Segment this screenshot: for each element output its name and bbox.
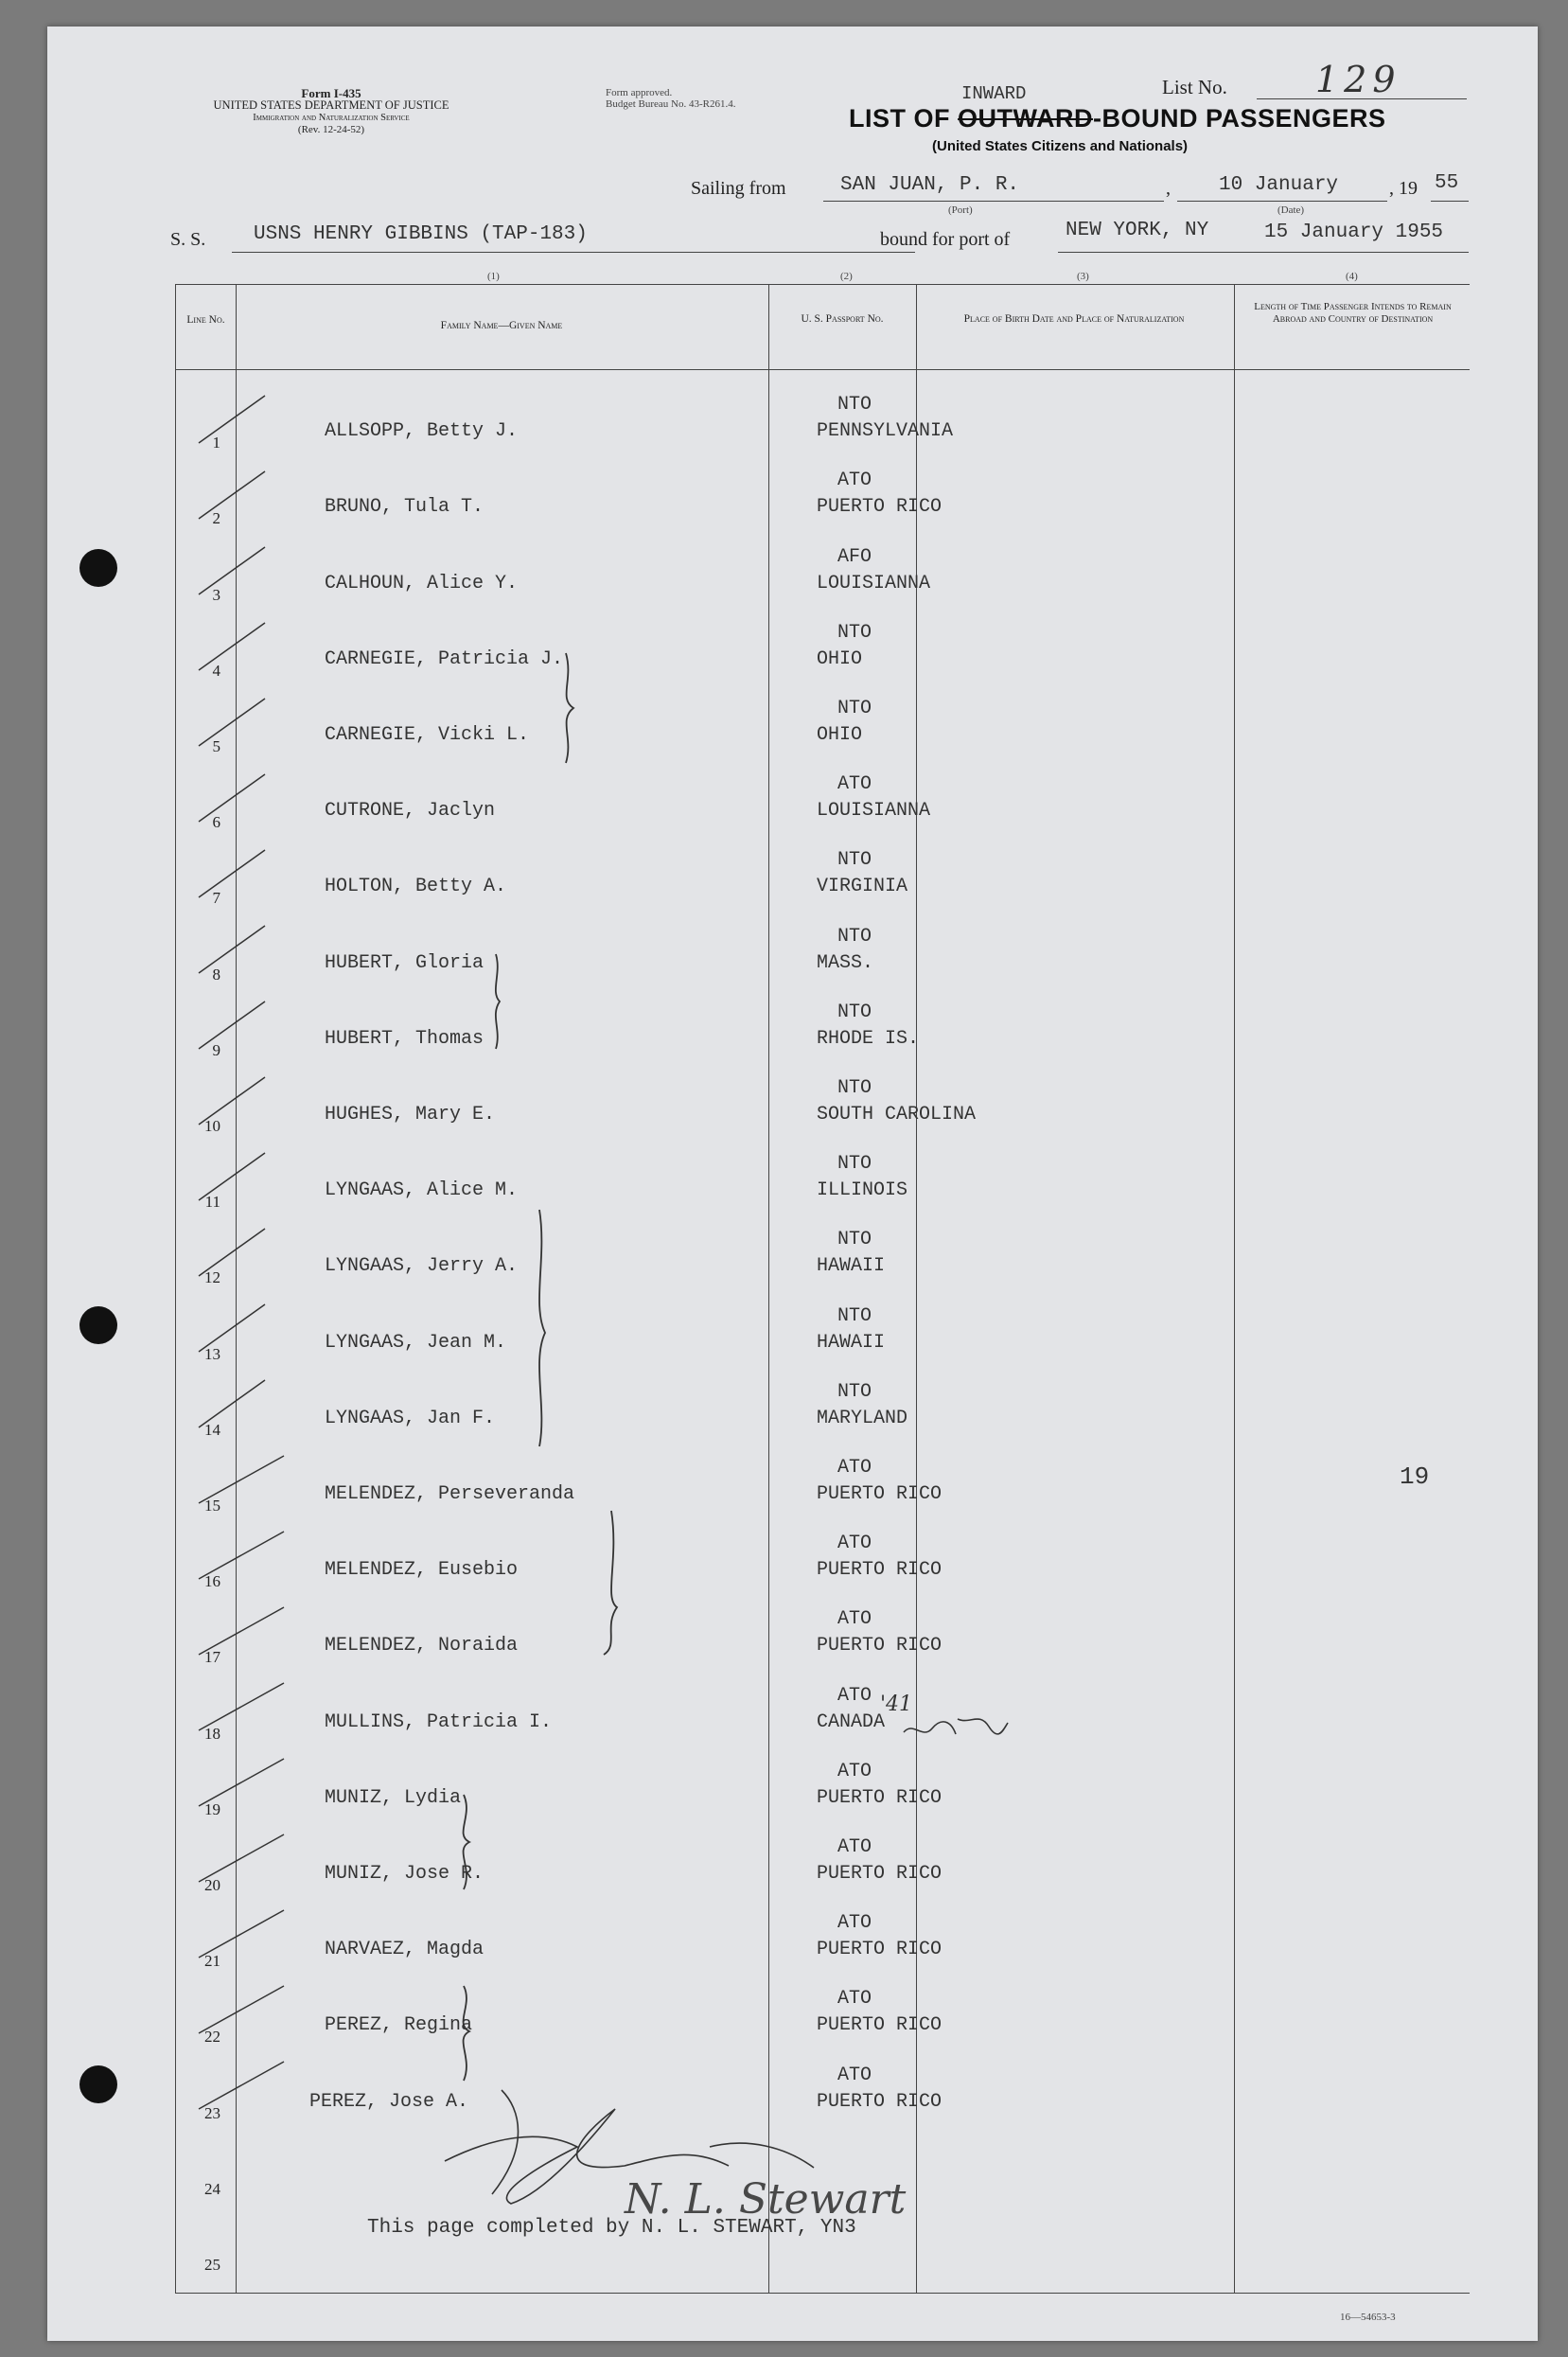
- passport-place: LOUISIANNA: [817, 572, 931, 594]
- line-number: 15: [204, 1496, 220, 1515]
- passport-place: VIRGINIA: [817, 876, 908, 898]
- passport-place: HAWAII: [817, 1331, 886, 1354]
- line-number: 7: [212, 889, 220, 908]
- passport-place: PUERTO RICO: [817, 1862, 943, 1885]
- family-brackets: [47, 27, 1538, 2341]
- line-number: 5: [212, 736, 220, 755]
- header-line-no: Line No.: [186, 314, 225, 326]
- passport-place: PUERTO RICO: [817, 496, 943, 519]
- passenger-name: MULLINS, Patricia I.: [325, 1710, 553, 1733]
- department-name: UNITED STATES DEPARTMENT OF JUSTICE: [213, 98, 449, 112]
- year-suffix: 55: [1435, 172, 1459, 194]
- col-num-3: (3): [1077, 271, 1089, 282]
- passport-code: ATO: [837, 2064, 872, 2086]
- passenger-name: ALLSOPP, Betty J.: [325, 420, 519, 443]
- passport-code: ATO: [837, 1912, 872, 1935]
- passport-code: NTO: [837, 394, 872, 416]
- line-number: 24: [204, 2179, 220, 2198]
- check-ticks: [199, 396, 284, 2109]
- passport-place: MARYLAND: [817, 1407, 908, 1429]
- ss-label: S. S.: [170, 229, 206, 250]
- passport-place: OHIO: [817, 647, 863, 670]
- passport-code: NTO: [837, 1001, 872, 1023]
- header-birth: Place of Birth Date and Place of Naturalization: [963, 313, 1185, 325]
- title-struck-word: OUTWARD: [958, 104, 1093, 133]
- passenger-name: CARNEGIE, Patricia J.: [325, 647, 564, 670]
- passenger-name: HOLTON, Betty A.: [325, 876, 507, 898]
- passport-code: AFO: [837, 545, 872, 568]
- line-number: 2: [212, 509, 220, 528]
- header-name: Family Name—Given Name: [440, 320, 563, 331]
- approval-line-1: Form approved.: [606, 87, 673, 98]
- passport-code: NTO: [837, 1304, 872, 1327]
- header-passport: U. S. Passport No.: [801, 313, 884, 325]
- passport-place: PUERTO RICO: [817, 1559, 943, 1582]
- line-number: 1: [212, 434, 220, 452]
- passenger-name: HUBERT, Gloria: [325, 951, 484, 974]
- passport-code: ATO: [837, 1456, 872, 1479]
- line-number: 21: [204, 1952, 220, 1971]
- passport-code: ATO: [837, 1988, 872, 2011]
- passenger-name: MUNIZ, Jose R.: [325, 1862, 484, 1885]
- passenger-name: CALHOUN, Alice Y.: [325, 572, 519, 594]
- passport-code: ATO: [837, 1608, 872, 1631]
- col-num-1: (1): [487, 271, 500, 282]
- line-number: 4: [212, 661, 220, 680]
- passport-place: PENNSYLVANIA: [817, 420, 954, 443]
- line-number: 9: [212, 1040, 220, 1059]
- port-value: SAN JUAN, P. R.: [840, 174, 1020, 196]
- passenger-name: MELENDEZ, Eusebio: [325, 1559, 519, 1582]
- bound-for-label: bound for port of: [880, 229, 1011, 250]
- line-number: 11: [204, 1193, 220, 1212]
- passport-code: ATO: [837, 1533, 872, 1555]
- inward-stamp: INWARD: [961, 83, 1027, 104]
- line-number: 19: [204, 1799, 220, 1818]
- line-number: 12: [204, 1268, 220, 1287]
- comma-2: ,: [1389, 178, 1394, 199]
- passport-place: MASS.: [817, 951, 874, 974]
- manifest-page: [47, 27, 1538, 2341]
- line-number: 13: [204, 1344, 220, 1363]
- passport-place: PUERTO RICO: [817, 1939, 943, 1961]
- passport-code: NTO: [837, 697, 872, 719]
- passenger-name: LYNGAAS, Jan F.: [325, 1407, 496, 1429]
- approval-line-2: Budget Bureau No. 43-R261.4.: [606, 98, 736, 110]
- year-prefix: 19: [1399, 178, 1418, 199]
- service-name: Immigration and Naturalization Service: [253, 113, 410, 123]
- title-prefix: LIST OF: [849, 104, 950, 133]
- form-revision: (Rev. 12-24-52): [297, 124, 365, 135]
- line-number: 6: [212, 813, 220, 832]
- passenger-name: CARNEGIE, Vicki L.: [325, 723, 530, 746]
- form-number: Form I-435: [301, 86, 361, 100]
- line-number: 17: [204, 1648, 220, 1667]
- passenger-name: PEREZ, Regina: [325, 2014, 473, 2037]
- passenger-name: BRUNO, Tula T.: [325, 496, 484, 519]
- col-num-2: (2): [840, 271, 853, 282]
- col-num-4: (4): [1346, 271, 1358, 282]
- title-suffix: -BOUND PASSENGERS: [1093, 104, 1386, 133]
- signature: N. L. Stewart: [625, 2175, 907, 2224]
- passenger-name: HUGHES, Mary E.: [325, 1103, 496, 1125]
- length-of-stay: 19: [1400, 1462, 1430, 1491]
- passport-place: LOUISIANNA: [817, 800, 931, 823]
- passenger-name: MUNIZ, Lydia: [325, 1786, 462, 1809]
- list-number: 129: [1315, 59, 1401, 100]
- passport-place: PUERTO RICO: [817, 1635, 943, 1657]
- passport-place: HAWAII: [817, 1255, 886, 1278]
- passport-place: CANADA: [817, 1710, 886, 1733]
- comma-1: ,: [1166, 178, 1171, 199]
- passenger-name: LYNGAAS, Alice M.: [325, 1179, 519, 1202]
- passport-place: PUERTO RICO: [817, 2090, 943, 2113]
- line-number: 16: [204, 1572, 220, 1591]
- passport-place: OHIO: [817, 723, 863, 746]
- sailing-date: 10 January: [1219, 174, 1339, 196]
- footer-code: 16—54653-3: [1340, 2312, 1396, 2323]
- line-number: 8: [212, 965, 220, 984]
- passport-code: ATO: [837, 1760, 872, 1782]
- completion-statement: This page completed by N. L. STEWART, YN3: [367, 2217, 856, 2239]
- line-number: 10: [204, 1116, 220, 1135]
- passenger-name: NARVAEZ, Magda: [325, 1939, 484, 1961]
- destination-port: NEW YORK, NY: [1066, 220, 1209, 241]
- manifest-subtitle: (United States Citizens and Nationals): [932, 138, 1189, 154]
- passport-code: ATO: [837, 1835, 872, 1858]
- passport-code: NTO: [837, 1229, 872, 1251]
- line-number: 20: [204, 1875, 220, 1894]
- line-number: 25: [204, 2255, 220, 2274]
- passport-code: NTO: [837, 1153, 872, 1176]
- passport-code: NTO: [837, 925, 872, 948]
- header-length: Length of Time Passenger Intends to Remain Abroad and Country of Destination: [1254, 301, 1452, 325]
- line-number: 22: [204, 2028, 220, 2047]
- passport-code: NTO: [837, 621, 872, 644]
- passenger-name: LYNGAAS, Jerry A.: [325, 1255, 519, 1278]
- passport-code: ATO: [837, 470, 872, 492]
- line-number: 3: [212, 585, 220, 604]
- passenger-name: MELENDEZ, Noraida: [325, 1635, 519, 1657]
- passenger-name: MELENDEZ, Perseveranda: [325, 1482, 575, 1505]
- line-number: 18: [204, 1724, 220, 1743]
- port-caption: (Port): [948, 204, 973, 216]
- passport-place: RHODE IS.: [817, 1027, 920, 1050]
- passport-code: ATO: [837, 773, 872, 796]
- passport-place: PUERTO RICO: [817, 1482, 943, 1505]
- passenger-name: LYNGAAS, Jean M.: [325, 1331, 507, 1354]
- passport-code: ATO: [837, 1684, 872, 1707]
- passport-place: PUERTO RICO: [817, 2014, 943, 2037]
- passport-code: NTO: [837, 1076, 872, 1099]
- passenger-name: CUTRONE, Jaclyn: [325, 800, 496, 823]
- arrival-date: 15 January 1955: [1264, 222, 1444, 243]
- list-no-label: List No.: [1162, 76, 1227, 98]
- row18-handwritten-note: '41: [880, 1692, 913, 1716]
- date-caption: (Date): [1277, 204, 1305, 216]
- ship-name: USNS HENRY GIBBINS (TAP-183): [254, 223, 588, 245]
- passport-code: NTO: [837, 1380, 872, 1403]
- passport-place: PUERTO RICO: [817, 1786, 943, 1809]
- line-number: 14: [204, 1420, 220, 1439]
- line-number: 23: [204, 2103, 220, 2122]
- passport-code: NTO: [837, 849, 872, 872]
- sailing-from-label: Sailing from: [691, 178, 786, 199]
- passenger-name: HUBERT, Thomas: [325, 1027, 484, 1050]
- passport-place: SOUTH CAROLINA: [817, 1103, 977, 1125]
- passenger-name: PEREZ, Jose A.: [309, 2090, 469, 2113]
- passport-place: ILLINOIS: [817, 1179, 908, 1202]
